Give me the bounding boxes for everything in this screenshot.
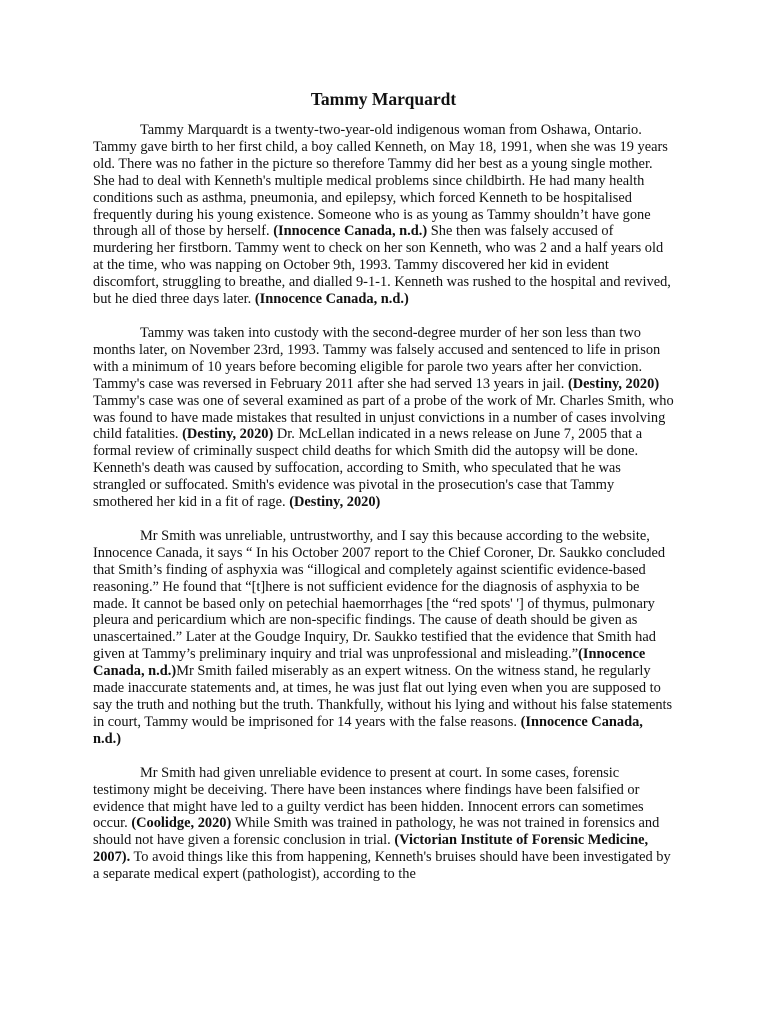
text-run: To avoid things like this from happening, Kenneth's bruises should have been investigated by a separate medical expert (pathologist), according to the (93, 849, 671, 883)
citation: (Destiny, 2020) (567, 375, 660, 392)
text-run: While Smith was trained in pathology, he was not trained in forensics and should not have given a forensic conclusion in trial. (93, 815, 660, 849)
text-run: Tammy's case was one of several examined as part of a probe of the work of Mr. Charles Smith, who was found to have made mistakes that resulted in unjust convictions in a number of cases involving child fatalities. (93, 392, 674, 443)
paragraph (93, 528, 674, 748)
document-title: Tammy Marquardt (310, 89, 457, 109)
paragraph (93, 122, 674, 308)
citation: (Destiny, 2020) (289, 494, 381, 511)
text-run: Tammy was taken into custody with the second-degree murder of her son less than two months later, on November 23rd, 1993. Tammy was falsely accused and sentenced to life in prison with a minimum of 10 years before becoming eligible for parole two years after her conviction. Tammy's case was reversed in February 2011 after she had served 13 years in jail. (93, 324, 661, 392)
citation: (Destiny, 2020) (182, 426, 274, 443)
citation: (Innocence Canada, n.d.) (93, 713, 643, 747)
citation: (Coolidge, 2020) (131, 815, 232, 832)
paragraph (93, 325, 674, 511)
citation: (Innocence Canada, n.d.) (273, 223, 428, 240)
citation: (Innocence Canada, n.d.) (93, 646, 646, 680)
text-run: Mr Smith failed miserably as an expert witness. On the witness stand, he regularly made inaccurate statements and, at times, he was just flat out lying even when you are supposed to say the truth and nothing but the truth. Thankfully, without his lying and without his false statements in court, Tammy would be imprisoned for 14 years with the false reasons. (93, 663, 673, 730)
citation: (Innocence Canada, n.d.) (254, 291, 409, 308)
text-run: Tammy Marquardt is a twenty-two-year-old indigenous woman from Oshawa, Ontario. Tammy gave birth to her first child, a boy called Kenneth, on May 18, 1991, when she was 19 years old. There was no father in the picture so therefore Tammy did her best as a young single mother. She had to deal with Kenneth's multiple medical problems since childbirth. He had many health conditions such as asthma, pneumonia, and epilepsy, which forced Kenneth to be hospitalised frequently during his young existence. Someone who is as young as Tammy shouldn’t have gone through all of those by herself. (93, 122, 668, 240)
citation: (Victorian Institute of Forensic Medicine, 2007). (93, 832, 649, 866)
text-run: She then was falsely accused of murdering her firstborn. Tammy went to check on her son Kenneth, who was 2 and a half years old at the time, who was napping on October 9th, 1993. Tammy discovered her kid in evident discomfort, struggling to breathe, and dialled 9-1-1. Kenneth was rushed to the hospital and revived, but he died three days later. (93, 223, 671, 308)
paragraph (93, 765, 674, 883)
text-run: Dr. McLellan indicated in a news release on June 7, 2005 that a formal review of criminally suspect child deaths for which Smith did the autopsy will be done. Kenneth's death was caused by suffocation, according to Smith, who speculated that he was strangled or suffocated. Smith's evidence was pivotal in the prosecution's case that Tammy smothered her kid in a fit of rage. (93, 426, 643, 511)
text-run: Mr Smith was unreliable, untrustworthy, and I say this because according to the website, Innocence Canada, it says “ In his October 2007 report to the Chief Coroner, Dr. Saukko concluded that Smith’s finding of asphyxia was “illogical and completely against scientific evidence-based reasoning.” He found that “[t]here is not sufficient evidence for the diagnosis of asphyxia to be made. It cannot be based only on petechial haemorrhages [the “red spots' '] of thymus, pulmonary pleura and pericardium which are non-specific findings. The cause of death should be given as unascertained.” Later at the Goudge Inquiry, Dr. Saukko testified that the evidence that Smith had given at Tammy’s preliminary inquiry and trial was unprofessional and misleading.” (93, 527, 666, 663)
text-run: Mr Smith had given unreliable evidence to present at court. In some cases, forensic testimony might be deceiving. There have been instances where findings have been falsified or evidence that might have led to a guilty verdict has been hidden. Innocent errors can sometimes occur. (93, 764, 644, 832)
